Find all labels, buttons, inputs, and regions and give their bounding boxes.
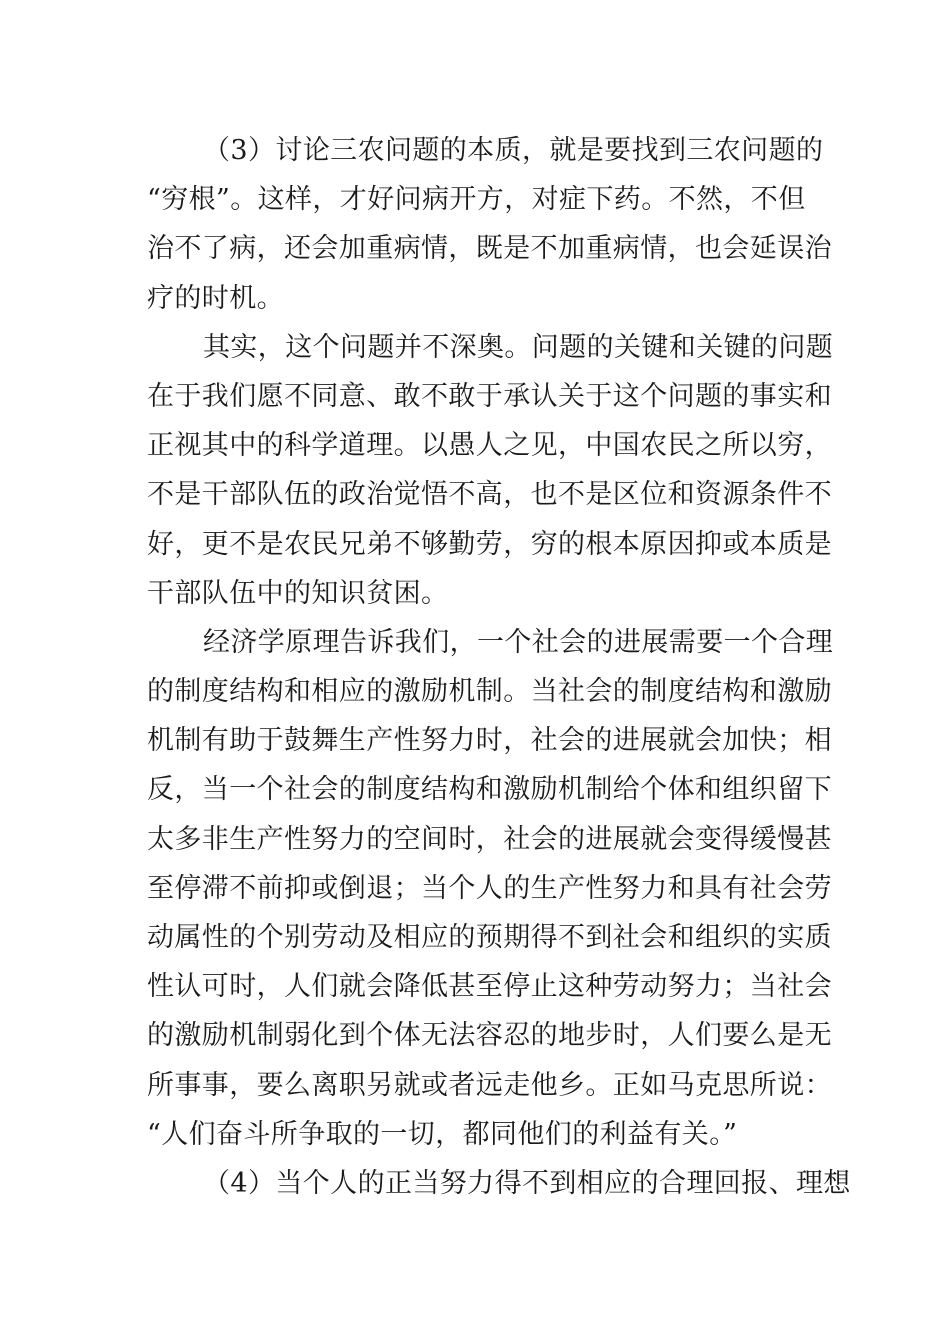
paragraph-line: 至停滞不前抑或倒退；当个人的生产性努力和具有社会劳 <box>147 872 832 904</box>
paragraph-line: （4）当个人的正当努力得不到相应的合理回报、理想 <box>203 1167 851 1199</box>
paragraph-line: 疗的时机。 <box>147 282 284 314</box>
paragraph-line: 治不了病，还会加重病情，既是不加重病情，也会延误治 <box>147 233 832 265</box>
paragraph-economics <box>147 618 834 1159</box>
paragraph-4 <box>147 1159 851 1208</box>
paragraph-root-cause <box>147 323 834 618</box>
paragraph-line: 太多非生产性努力的空间时，社会的进展就会变得缓慢甚 <box>147 823 832 855</box>
paragraph-line: 动属性的个别劳动及相应的预期得不到社会和组织的实质 <box>147 922 832 953</box>
paragraph-line: 正视其中的科学道理。以愚人之见，中国农民之所以穷， <box>147 430 832 462</box>
paragraph-line: 其实，这个问题并不深奥。问题的关键和关键的问题 <box>203 331 834 363</box>
paragraph-line: 的激励机制弱化到个体无法容忍的地步时，人们要么是无 <box>147 1020 832 1052</box>
paragraph-line: （3）讨论三农问题的本质，就是要找到三农问题的 <box>203 135 824 166</box>
paragraph-line: 经济学原理告诉我们，一个社会的进展需要一个合理 <box>203 626 834 658</box>
paragraph-line: “穷根”。这样，才好问病开方，对症下药。不然，不但 <box>147 184 806 216</box>
paragraph-line: 干部队伍中的知识贫困。 <box>147 577 449 609</box>
paragraph-line: 反，当一个社会的制度结构和激励机制给个体和组织留下 <box>147 774 832 806</box>
paragraph-line: 所事事，要么离职另就或者远走他乡。正如马克思所说： <box>147 1069 832 1101</box>
paragraph-line: 不是干部队伍的政治觉悟不高，也不是区位和资源条件不 <box>147 479 832 511</box>
paragraph-3 <box>147 126 832 323</box>
document-body <box>147 126 851 1208</box>
paragraph-line: 好，更不是农民兄弟不够勤劳，穷的根本原因抑或本质是 <box>147 528 832 560</box>
paragraph-line: “人们奋斗所争取的一切，都同他们的利益有关。” <box>147 1118 738 1150</box>
paragraph-line: 机制有助于鼓舞生产性努力时，社会的进展就会加快；相 <box>147 725 832 757</box>
paragraph-line: 在于我们愿不同意、敢不敢于承认关于这个问题的事实和 <box>147 380 832 412</box>
paragraph-line: 性认可时，人们就会降低甚至停止这种劳动努力；当社会 <box>147 971 832 1003</box>
paragraph-line: 的制度结构和相应的激励机制。当社会的制度结构和激励 <box>147 676 832 708</box>
